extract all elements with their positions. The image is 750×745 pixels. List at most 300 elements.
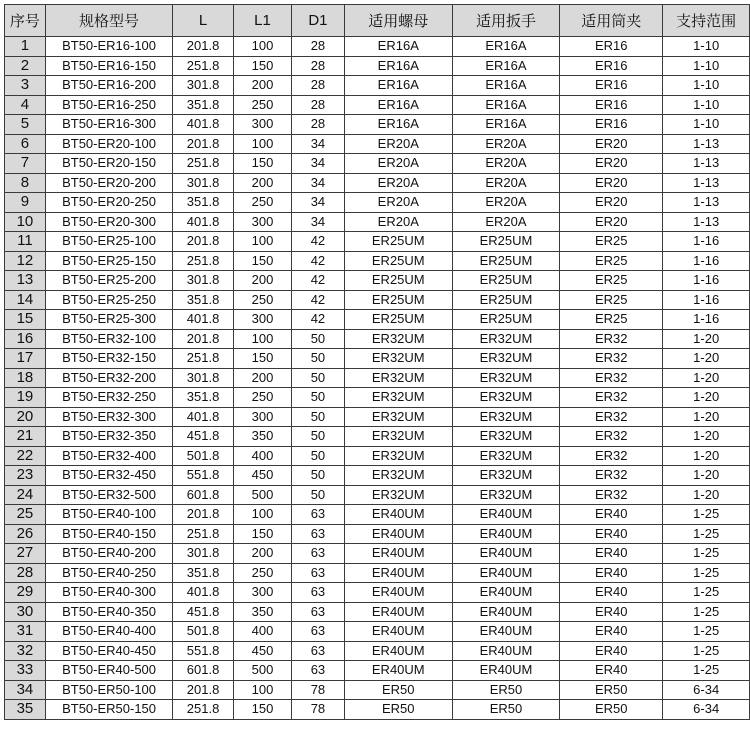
- cell-d1: 50: [292, 466, 344, 486]
- cell-nut: ER20A: [344, 173, 452, 193]
- cell-model: BT50-ER20-150: [45, 154, 172, 174]
- cell-d1: 50: [292, 329, 344, 349]
- table-row: [5, 427, 750, 447]
- cell-l: 401.8: [173, 212, 234, 232]
- cell-l1: 200: [233, 271, 291, 291]
- cell-l1: 350: [233, 427, 291, 447]
- cell-nut: ER20A: [344, 134, 452, 154]
- cell-nut: ER50: [344, 700, 452, 720]
- cell-d1: 50: [292, 349, 344, 369]
- cell-collet: ER40: [560, 544, 663, 564]
- cell-wrench: ER25UM: [452, 290, 559, 310]
- cell-wrench: ER20A: [452, 173, 559, 193]
- cell-index: 35: [5, 700, 46, 720]
- cell-d1: 34: [292, 134, 344, 154]
- table-row: [5, 446, 750, 466]
- cell-l: 401.8: [173, 407, 234, 427]
- cell-collet: ER20: [560, 134, 663, 154]
- cell-nut: ER20A: [344, 154, 452, 174]
- cell-l: 501.8: [173, 446, 234, 466]
- cell-model: BT50-ER25-300: [45, 310, 172, 330]
- cell-nut: ER40UM: [344, 583, 452, 603]
- table-row: [5, 134, 750, 154]
- cell-wrench: ER20A: [452, 154, 559, 174]
- cell-wrench: ER25UM: [452, 310, 559, 330]
- cell-index: 11: [5, 232, 46, 252]
- cell-d1: 42: [292, 232, 344, 252]
- cell-l: 251.8: [173, 56, 234, 76]
- cell-index: 27: [5, 544, 46, 564]
- cell-model: BT50-ER40-100: [45, 505, 172, 525]
- cell-collet: ER32: [560, 407, 663, 427]
- cell-model: BT50-ER32-100: [45, 329, 172, 349]
- cell-index: 5: [5, 115, 46, 135]
- cell-range: 1-25: [663, 563, 750, 583]
- cell-nut: ER32UM: [344, 388, 452, 408]
- cell-nut: ER50: [344, 680, 452, 700]
- table-row: [5, 193, 750, 213]
- cell-range: 1-16: [663, 251, 750, 271]
- table-row: [5, 115, 750, 135]
- cell-model: BT50-ER40-300: [45, 583, 172, 603]
- cell-wrench: ER40UM: [452, 563, 559, 583]
- table-row: [5, 466, 750, 486]
- spec-table: [4, 4, 750, 720]
- cell-l1: 250: [233, 563, 291, 583]
- cell-range: 1-10: [663, 76, 750, 96]
- table-row: [5, 154, 750, 174]
- cell-wrench: ER40UM: [452, 544, 559, 564]
- cell-l1: 250: [233, 290, 291, 310]
- cell-l1: 100: [233, 680, 291, 700]
- cell-range: 1-10: [663, 37, 750, 57]
- cell-wrench: ER40UM: [452, 524, 559, 544]
- cell-index: 25: [5, 505, 46, 525]
- cell-l: 301.8: [173, 271, 234, 291]
- cell-l: 301.8: [173, 173, 234, 193]
- cell-model: BT50-ER32-350: [45, 427, 172, 447]
- cell-l1: 300: [233, 115, 291, 135]
- cell-l1: 450: [233, 641, 291, 661]
- cell-collet: ER20: [560, 173, 663, 193]
- cell-model: BT50-ER32-250: [45, 388, 172, 408]
- cell-wrench: ER25UM: [452, 251, 559, 271]
- cell-d1: 63: [292, 583, 344, 603]
- table-row: [5, 505, 750, 525]
- cell-l1: 300: [233, 310, 291, 330]
- cell-wrench: ER16A: [452, 115, 559, 135]
- cell-range: 1-20: [663, 446, 750, 466]
- table-row: [5, 329, 750, 349]
- cell-model: BT50-ER20-250: [45, 193, 172, 213]
- cell-collet: ER40: [560, 563, 663, 583]
- cell-wrench: ER32UM: [452, 446, 559, 466]
- cell-model: BT50-ER32-150: [45, 349, 172, 369]
- cell-model: BT50-ER50-100: [45, 680, 172, 700]
- cell-d1: 28: [292, 95, 344, 115]
- cell-range: 1-16: [663, 310, 750, 330]
- cell-range: 1-10: [663, 95, 750, 115]
- cell-wrench: ER32UM: [452, 427, 559, 447]
- cell-l: 201.8: [173, 134, 234, 154]
- cell-l1: 200: [233, 76, 291, 96]
- cell-index: 33: [5, 661, 46, 681]
- cell-wrench: ER32UM: [452, 329, 559, 349]
- cell-collet: ER16: [560, 37, 663, 57]
- cell-wrench: ER32UM: [452, 485, 559, 505]
- header-collet: 适用筒夹: [560, 5, 663, 37]
- cell-index: 30: [5, 602, 46, 622]
- header-model: 规格型号: [45, 5, 172, 37]
- cell-l: 201.8: [173, 232, 234, 252]
- cell-d1: 63: [292, 661, 344, 681]
- cell-range: 1-25: [663, 602, 750, 622]
- cell-l1: 300: [233, 407, 291, 427]
- cell-collet: ER32: [560, 485, 663, 505]
- cell-l: 351.8: [173, 388, 234, 408]
- table-row: [5, 583, 750, 603]
- cell-wrench: ER32UM: [452, 466, 559, 486]
- cell-l: 251.8: [173, 154, 234, 174]
- cell-collet: ER20: [560, 193, 663, 213]
- cell-index: 10: [5, 212, 46, 232]
- cell-d1: 78: [292, 680, 344, 700]
- table-row: [5, 563, 750, 583]
- cell-collet: ER25: [560, 310, 663, 330]
- cell-index: 3: [5, 76, 46, 96]
- cell-range: 1-25: [663, 505, 750, 525]
- cell-model: BT50-ER32-400: [45, 446, 172, 466]
- cell-index: 18: [5, 368, 46, 388]
- cell-wrench: ER40UM: [452, 622, 559, 642]
- cell-d1: 63: [292, 622, 344, 642]
- cell-collet: ER32: [560, 329, 663, 349]
- cell-index: 31: [5, 622, 46, 642]
- cell-d1: 50: [292, 407, 344, 427]
- cell-model: BT50-ER16-300: [45, 115, 172, 135]
- cell-range: 1-25: [663, 524, 750, 544]
- cell-model: BT50-ER32-300: [45, 407, 172, 427]
- cell-index: 9: [5, 193, 46, 213]
- cell-wrench: ER20A: [452, 212, 559, 232]
- cell-index: 14: [5, 290, 46, 310]
- cell-model: BT50-ER32-500: [45, 485, 172, 505]
- cell-range: 1-20: [663, 407, 750, 427]
- cell-collet: ER20: [560, 154, 663, 174]
- cell-wrench: ER20A: [452, 193, 559, 213]
- cell-l1: 400: [233, 622, 291, 642]
- cell-index: 7: [5, 154, 46, 174]
- cell-model: BT50-ER16-250: [45, 95, 172, 115]
- cell-collet: ER40: [560, 583, 663, 603]
- cell-d1: 28: [292, 76, 344, 96]
- cell-model: BT50-ER40-500: [45, 661, 172, 681]
- cell-model: BT50-ER40-450: [45, 641, 172, 661]
- cell-d1: 78: [292, 700, 344, 720]
- cell-l: 251.8: [173, 700, 234, 720]
- table-row: [5, 641, 750, 661]
- cell-wrench: ER16A: [452, 76, 559, 96]
- header-nut: 适用螺母: [344, 5, 452, 37]
- table-row: [5, 251, 750, 271]
- cell-nut: ER25UM: [344, 251, 452, 271]
- cell-d1: 50: [292, 485, 344, 505]
- header-wrench: 适用扳手: [452, 5, 559, 37]
- header-index: 序号: [5, 5, 46, 37]
- table-row: [5, 95, 750, 115]
- header-l: L: [173, 5, 234, 37]
- cell-l1: 500: [233, 485, 291, 505]
- table-row: [5, 485, 750, 505]
- cell-nut: ER32UM: [344, 329, 452, 349]
- cell-range: 6-34: [663, 680, 750, 700]
- cell-d1: 42: [292, 290, 344, 310]
- cell-nut: ER20A: [344, 212, 452, 232]
- table-row: [5, 602, 750, 622]
- cell-l1: 100: [233, 505, 291, 525]
- header-range: 支持范围: [663, 5, 750, 37]
- cell-nut: ER40UM: [344, 602, 452, 622]
- cell-l1: 150: [233, 56, 291, 76]
- cell-wrench: ER25UM: [452, 271, 559, 291]
- cell-model: BT50-ER25-150: [45, 251, 172, 271]
- cell-wrench: ER40UM: [452, 505, 559, 525]
- cell-index: 34: [5, 680, 46, 700]
- cell-nut: ER32UM: [344, 446, 452, 466]
- cell-l: 501.8: [173, 622, 234, 642]
- cell-index: 21: [5, 427, 46, 447]
- cell-range: 1-10: [663, 56, 750, 76]
- cell-d1: 63: [292, 641, 344, 661]
- cell-d1: 42: [292, 251, 344, 271]
- cell-index: 26: [5, 524, 46, 544]
- cell-collet: ER32: [560, 427, 663, 447]
- cell-collet: ER32: [560, 388, 663, 408]
- table-header: [5, 5, 750, 37]
- cell-nut: ER16A: [344, 37, 452, 57]
- cell-d1: 50: [292, 388, 344, 408]
- cell-nut: ER20A: [344, 193, 452, 213]
- cell-collet: ER50: [560, 680, 663, 700]
- cell-index: 20: [5, 407, 46, 427]
- cell-l: 551.8: [173, 466, 234, 486]
- cell-wrench: ER32UM: [452, 349, 559, 369]
- cell-l1: 200: [233, 544, 291, 564]
- table-row: [5, 310, 750, 330]
- cell-l1: 350: [233, 602, 291, 622]
- cell-nut: ER40UM: [344, 661, 452, 681]
- table-row: [5, 56, 750, 76]
- cell-nut: ER40UM: [344, 641, 452, 661]
- cell-l1: 100: [233, 329, 291, 349]
- cell-wrench: ER32UM: [452, 368, 559, 388]
- cell-index: 29: [5, 583, 46, 603]
- cell-d1: 42: [292, 310, 344, 330]
- cell-wrench: ER16A: [452, 95, 559, 115]
- cell-nut: ER32UM: [344, 427, 452, 447]
- table-row: [5, 524, 750, 544]
- cell-wrench: ER16A: [452, 56, 559, 76]
- cell-index: 12: [5, 251, 46, 271]
- cell-index: 23: [5, 466, 46, 486]
- cell-range: 1-13: [663, 212, 750, 232]
- cell-d1: 50: [292, 368, 344, 388]
- cell-collet: ER40: [560, 505, 663, 525]
- cell-nut: ER40UM: [344, 563, 452, 583]
- cell-collet: ER40: [560, 622, 663, 642]
- cell-collet: ER16: [560, 56, 663, 76]
- cell-d1: 63: [292, 505, 344, 525]
- cell-l: 401.8: [173, 310, 234, 330]
- cell-range: 1-16: [663, 271, 750, 291]
- cell-collet: ER16: [560, 115, 663, 135]
- cell-nut: ER25UM: [344, 271, 452, 291]
- cell-l: 401.8: [173, 115, 234, 135]
- cell-range: 1-10: [663, 115, 750, 135]
- cell-nut: ER25UM: [344, 310, 452, 330]
- cell-nut: ER32UM: [344, 407, 452, 427]
- table-row: [5, 349, 750, 369]
- cell-range: 1-16: [663, 232, 750, 252]
- cell-l: 201.8: [173, 329, 234, 349]
- cell-range: 1-20: [663, 329, 750, 349]
- cell-range: 1-20: [663, 349, 750, 369]
- table-row: [5, 407, 750, 427]
- cell-l1: 200: [233, 368, 291, 388]
- cell-l: 351.8: [173, 95, 234, 115]
- cell-wrench: ER40UM: [452, 641, 559, 661]
- header-l1: L1: [233, 5, 291, 37]
- cell-collet: ER50: [560, 700, 663, 720]
- cell-d1: 50: [292, 446, 344, 466]
- table-row: [5, 680, 750, 700]
- cell-range: 1-20: [663, 368, 750, 388]
- cell-index: 32: [5, 641, 46, 661]
- cell-l1: 250: [233, 95, 291, 115]
- cell-collet: ER25: [560, 271, 663, 291]
- cell-l1: 150: [233, 700, 291, 720]
- table-row: [5, 544, 750, 564]
- cell-index: 28: [5, 563, 46, 583]
- cell-l1: 400: [233, 446, 291, 466]
- cell-wrench: ER40UM: [452, 583, 559, 603]
- table-row: [5, 622, 750, 642]
- cell-nut: ER32UM: [344, 349, 452, 369]
- cell-wrench: ER16A: [452, 37, 559, 57]
- cell-collet: ER32: [560, 349, 663, 369]
- cell-range: 1-25: [663, 661, 750, 681]
- cell-index: 6: [5, 134, 46, 154]
- cell-d1: 63: [292, 544, 344, 564]
- cell-range: 1-20: [663, 427, 750, 447]
- cell-nut: ER16A: [344, 56, 452, 76]
- cell-l1: 150: [233, 349, 291, 369]
- cell-range: 1-16: [663, 290, 750, 310]
- cell-l: 451.8: [173, 427, 234, 447]
- cell-index: 22: [5, 446, 46, 466]
- cell-l: 201.8: [173, 37, 234, 57]
- cell-index: 13: [5, 271, 46, 291]
- cell-l1: 150: [233, 524, 291, 544]
- table-row: [5, 271, 750, 291]
- cell-range: 1-13: [663, 134, 750, 154]
- cell-collet: ER25: [560, 290, 663, 310]
- cell-d1: 34: [292, 193, 344, 213]
- cell-l1: 150: [233, 251, 291, 271]
- cell-collet: ER32: [560, 368, 663, 388]
- cell-collet: ER20: [560, 212, 663, 232]
- cell-index: 15: [5, 310, 46, 330]
- cell-l: 351.8: [173, 563, 234, 583]
- table-row: [5, 290, 750, 310]
- cell-range: 1-25: [663, 641, 750, 661]
- cell-nut: ER25UM: [344, 290, 452, 310]
- table-row: [5, 368, 750, 388]
- cell-model: BT50-ER40-150: [45, 524, 172, 544]
- cell-l: 201.8: [173, 505, 234, 525]
- cell-l1: 100: [233, 134, 291, 154]
- cell-l: 251.8: [173, 251, 234, 271]
- cell-l1: 300: [233, 583, 291, 603]
- cell-collet: ER25: [560, 232, 663, 252]
- cell-collet: ER32: [560, 446, 663, 466]
- cell-d1: 34: [292, 212, 344, 232]
- table-row: [5, 173, 750, 193]
- cell-nut: ER40UM: [344, 544, 452, 564]
- cell-model: BT50-ER32-450: [45, 466, 172, 486]
- cell-model: BT50-ER20-100: [45, 134, 172, 154]
- cell-l1: 250: [233, 193, 291, 213]
- cell-model: BT50-ER16-100: [45, 37, 172, 57]
- cell-range: 1-20: [663, 388, 750, 408]
- cell-index: 16: [5, 329, 46, 349]
- cell-nut: ER25UM: [344, 232, 452, 252]
- cell-collet: ER40: [560, 602, 663, 622]
- cell-collet: ER32: [560, 466, 663, 486]
- cell-l: 201.8: [173, 680, 234, 700]
- cell-l1: 450: [233, 466, 291, 486]
- cell-l: 351.8: [173, 290, 234, 310]
- cell-wrench: ER40UM: [452, 602, 559, 622]
- cell-index: 1: [5, 37, 46, 57]
- cell-index: 17: [5, 349, 46, 369]
- cell-d1: 63: [292, 602, 344, 622]
- cell-index: 8: [5, 173, 46, 193]
- cell-range: 1-13: [663, 193, 750, 213]
- cell-nut: ER40UM: [344, 524, 452, 544]
- cell-l: 601.8: [173, 661, 234, 681]
- table-row: [5, 76, 750, 96]
- cell-model: BT50-ER25-100: [45, 232, 172, 252]
- cell-range: 1-13: [663, 154, 750, 174]
- cell-l: 351.8: [173, 193, 234, 213]
- cell-l1: 100: [233, 37, 291, 57]
- cell-collet: ER40: [560, 524, 663, 544]
- table-row: [5, 37, 750, 57]
- cell-wrench: ER40UM: [452, 661, 559, 681]
- cell-nut: ER40UM: [344, 505, 452, 525]
- cell-l: 401.8: [173, 583, 234, 603]
- header-d1: D1: [292, 5, 344, 37]
- cell-range: 1-20: [663, 466, 750, 486]
- cell-l1: 150: [233, 154, 291, 174]
- cell-model: BT50-ER50-150: [45, 700, 172, 720]
- cell-l1: 300: [233, 212, 291, 232]
- cell-model: BT50-ER25-200: [45, 271, 172, 291]
- cell-model: BT50-ER16-150: [45, 56, 172, 76]
- cell-collet: ER16: [560, 76, 663, 96]
- table-row: [5, 388, 750, 408]
